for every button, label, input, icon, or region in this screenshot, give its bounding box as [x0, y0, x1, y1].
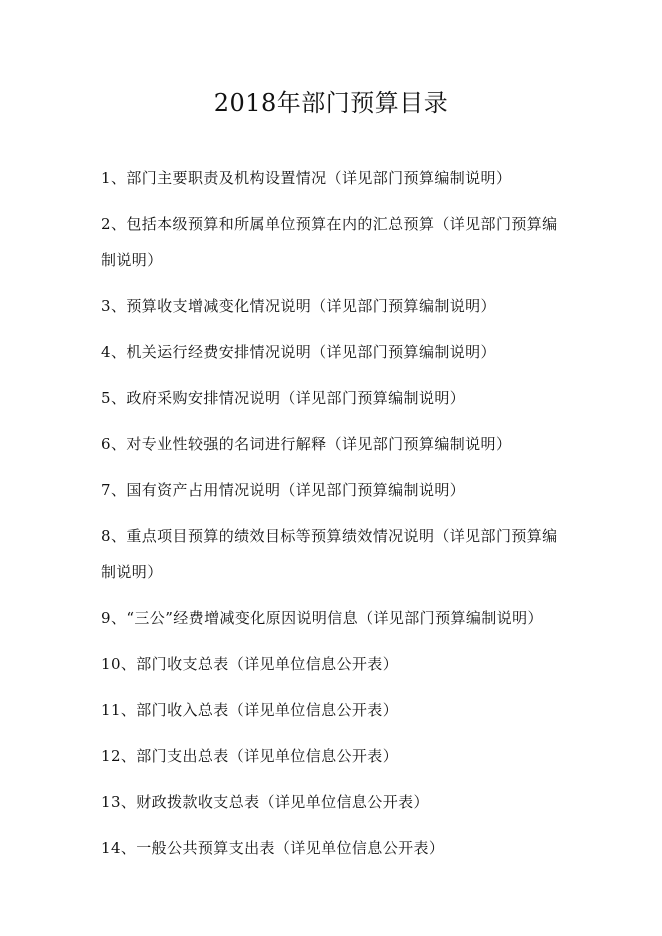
toc-item-8: 8、重点项目预算的绩效目标等预算绩效情况说明（详见部门预算编制说明） — [101, 527, 558, 581]
toc-item-1: 1、部门主要职责及机构设置情况（详见部门预算编制说明） — [101, 169, 512, 187]
toc-item-6: 6、对专业性较强的名词进行解释（详见部门预算编制说明） — [101, 435, 512, 453]
toc-item-7: 7、国有资产占用情况说明（详见部门预算编制说明） — [101, 481, 466, 499]
page-title: 2018年部门预算目录 — [213, 89, 449, 117]
toc-item-9: 9、“三公”经费增减变化原因说明信息（详见部门预算编制说明） — [101, 609, 543, 627]
toc-item-14: 14、一般公共预算支出表（详见单位信息公开表） — [101, 839, 445, 857]
toc-item-2: 2、包括本级预算和所属单位预算在内的汇总预算（详见部门预算编制说明） — [101, 215, 558, 269]
toc-item-11: 11、部门收入总表（详见单位信息公开表） — [101, 701, 399, 719]
toc-list — [101, 160, 571, 876]
toc-item-10: 10、部门收支总表（详见单位信息公开表） — [101, 655, 399, 673]
toc-item-5: 5、政府采购安排情况说明（详见部门预算编制说明） — [101, 389, 466, 407]
toc-item-3: 3、预算收支增减变化情况说明（详见部门预算编制说明） — [101, 297, 496, 315]
toc-item-13: 13、财政拨款收支总表（详见单位信息公开表） — [101, 793, 429, 811]
toc-item-12: 12、部门支出总表（详见单位信息公开表） — [101, 747, 399, 765]
toc-item-4: 4、机关运行经费安排情况说明（详见部门预算编制说明） — [101, 343, 496, 361]
